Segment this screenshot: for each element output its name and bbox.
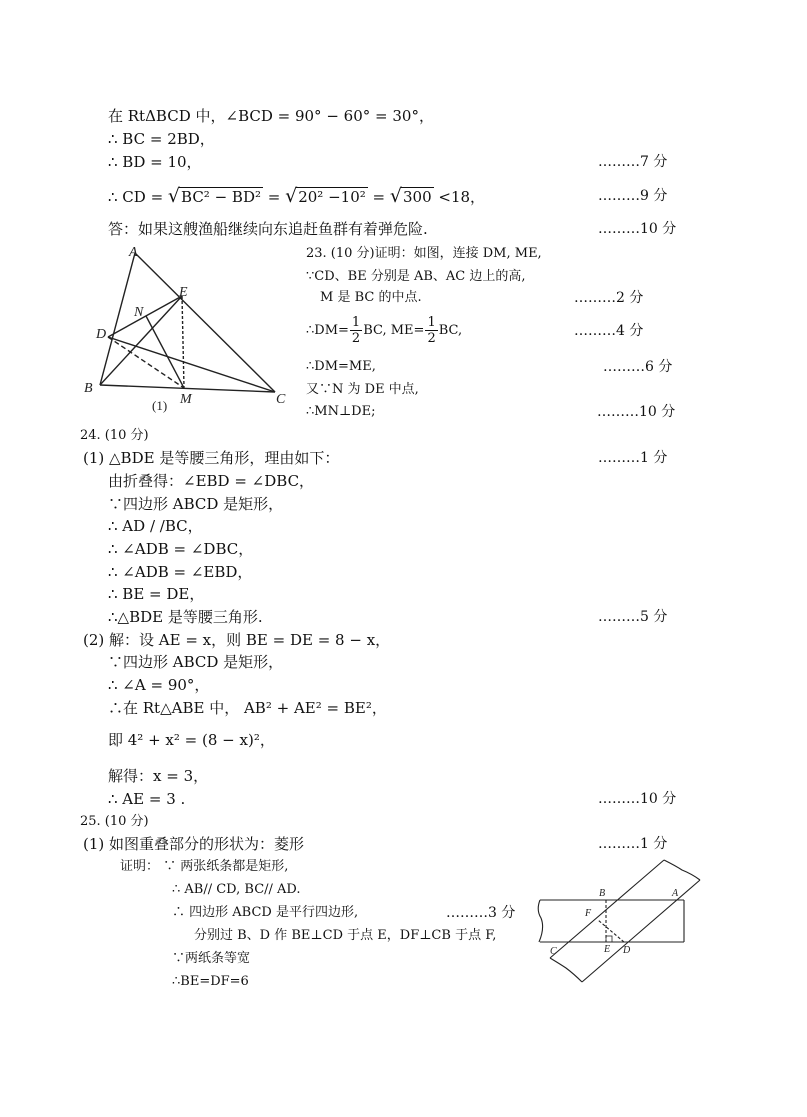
p24-score-5: ………5 分 [598, 609, 668, 625]
p25-line-7: ∴BE=DF=6 [172, 974, 249, 989]
fig23-segment-de [108, 296, 182, 337]
fig25-strip2-torn-end [550, 958, 582, 982]
sqrt-symbol-icon: √ [389, 185, 402, 207]
fig23-segment-dm [108, 337, 184, 388]
p25-heading: 25. (10 分) [80, 814, 149, 829]
p23-score-10: ………10 分 [597, 404, 676, 420]
triangle-figure-23 [80, 240, 295, 420]
sqrt-symbol-icon: √ [285, 185, 298, 207]
fig23-label-d: D [96, 327, 107, 342]
fig23-segment-me [182, 296, 184, 388]
p22-line-4 [108, 184, 485, 209]
fig23-altitude-cd [108, 337, 275, 392]
fig25-label-e: E [604, 944, 611, 955]
fig23-label-n: N [134, 305, 144, 320]
p23-l4-c: BC, [438, 323, 463, 338]
p22-score-10: ………10 分 [598, 221, 677, 237]
p24-line-14: 解得：x = 3， [108, 767, 209, 785]
p23-score-4: ………4 分 [574, 323, 644, 339]
fig23-label-a: A [129, 245, 138, 260]
p24-line-1: (1) △BDE 是等腰三角形，理由如下： [83, 449, 340, 467]
p22-score-9: ………9 分 [598, 188, 668, 204]
p22-answer: 答：如果这艘渔船继续向东追赶鱼群有着弹危险. [108, 220, 428, 238]
p24-score-10: ………10 分 [598, 791, 677, 807]
fig23-label-e: E [179, 285, 188, 300]
p25-line-4: ∴ 四边形 ABCD 是平行四边形, [172, 905, 359, 920]
p23-line-7: ∴MN⊥DE; [306, 404, 376, 419]
p23-line-2: ∵CD、BE 分别是 AB、AC 边上的高, [306, 269, 526, 284]
fraction-half-1: $\frac{1}{2}$ [351, 315, 361, 346]
p23-l4-b: BC, ME= [363, 323, 425, 338]
p23-line-1: 23. (10 分)证明：如图，连接 DM, ME, [306, 246, 542, 261]
p23-line-4 [306, 314, 462, 348]
p22-l4-eq-2: = [367, 188, 390, 206]
fig25-strip1-torn-edge [538, 900, 542, 942]
p22-score-7: ………7 分 [598, 154, 668, 170]
p24-line-15: ∴ AE = 3 . [108, 790, 186, 808]
p25-score-3: ………3 分 [446, 905, 516, 921]
p23-score-2: ………2 分 [574, 290, 644, 306]
p24-line-2: 由折叠得：∠EBD = ∠DBC， [108, 472, 315, 490]
p22-l4-root-2: 20² −10² [298, 188, 366, 206]
p24-line-4: ∴ AD / /BC， [108, 517, 203, 535]
p23-line-5: ∴DM=ME, [306, 359, 376, 374]
p24-line-7: ∴ BE = DE， [108, 585, 205, 603]
fig25-label-b: B [599, 888, 606, 899]
p24-line-5: ∴ ∠ADB = ∠DBC， [108, 540, 254, 558]
p24-line-13: 即 4² + x² = (8 − x)²， [108, 731, 275, 749]
fig25-label-f: F [585, 908, 592, 919]
p22-l4-root-3: 300 [402, 188, 432, 206]
p22-line-1: 在 RtΔBCD 中，∠BCD = 90° − 60° = 30°， [108, 107, 434, 125]
fig23-label-c: C [276, 392, 286, 407]
p24-line-8: ∴△BDE 是等腰三角形. [108, 608, 263, 626]
p22-line-2: ∴ BC = 2BD， [108, 130, 215, 148]
p23-line-3: M 是 BC 的中点. [320, 290, 422, 305]
p22-l4-root-1: BC² − BD² [181, 188, 261, 206]
fraction-half-2: $\frac{1}{2}$ [427, 315, 436, 346]
fig25-strip2-far-end [664, 860, 700, 880]
paper-strips-figure-25 [536, 858, 706, 986]
p25-line-2: 证明： ∵ 两张纸条都是矩形, [120, 859, 289, 874]
p22-line-3: ∴ BD = 10， [108, 153, 202, 171]
p25-score-1: ………1 分 [598, 836, 668, 852]
p24-line-10: ∵四边形 ABCD 是矩形， [108, 653, 284, 671]
fig25-right-angle-mark [606, 936, 612, 942]
p24-line-3: ∵四边形 ABCD 是矩形， [108, 495, 284, 513]
p24-score-1: ………1 分 [598, 450, 668, 466]
p25-line-1: (1) 如图重叠部分的形状为：菱形 [83, 835, 305, 853]
p22-l4-eq: = [263, 188, 286, 206]
fig23-caption: (1) [152, 398, 168, 413]
p25-line-5: 分别过 B、D 作 BE⊥CD 于点 E，DF⊥CB 于点 F, [194, 928, 497, 943]
p23-line-6: 又∵N 为 DE 中点, [306, 382, 419, 397]
p24-line-11: ∴ ∠A = 90°， [108, 676, 210, 694]
fig25-label-c: C [550, 946, 557, 957]
fig23-label-m: M [180, 392, 192, 407]
fig23-side-bc [100, 385, 275, 392]
p25-line-6: ∵两纸条等宽 [172, 951, 251, 966]
sqrt-symbol-icon: √ [167, 185, 181, 207]
p24-heading: 24. (10 分) [80, 428, 149, 443]
p24-line-9: (2) 解：设 AE = x，则 BE = DE = 8 − x， [83, 631, 391, 649]
p22-l4-post: <18， [433, 188, 486, 206]
fig25-label-d: D [623, 945, 631, 956]
p24-line-12: ∴在 Rt△ABE 中， AB² + AE² = BE²， [108, 699, 387, 717]
p25-line-3: ∴ AB// CD, BC// AD. [172, 882, 301, 897]
fig25-perp-df [598, 920, 624, 942]
fig25-label-a: A [672, 888, 679, 899]
p23-l4-a: ∴DM= [306, 323, 349, 338]
fig23-side-ac [135, 253, 275, 392]
fig23-label-b: B [84, 381, 93, 396]
p22-l4-pre: ∴ CD = [108, 188, 168, 206]
p23-score-6: ………6 分 [603, 359, 673, 375]
p24-line-6: ∴ ∠ADB = ∠EBD， [108, 563, 253, 581]
